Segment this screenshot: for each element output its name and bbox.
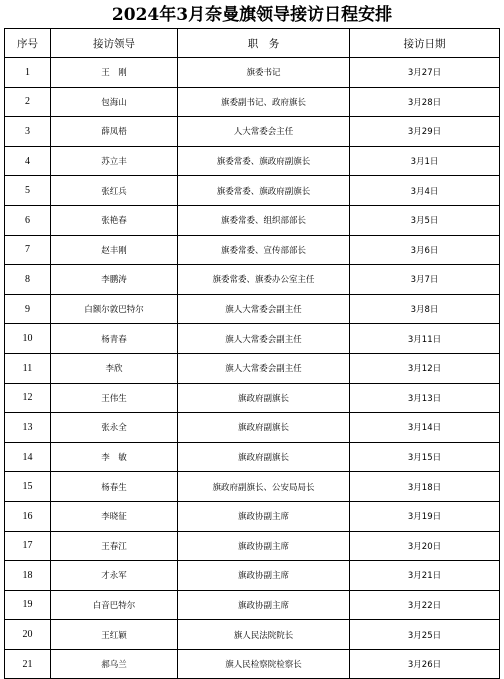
- visit-date: 3月1日: [350, 146, 500, 176]
- table-header-row: [5, 29, 500, 58]
- table-body: [5, 58, 500, 679]
- row-index: 10: [5, 324, 51, 354]
- leader-name: 杨春生: [51, 472, 178, 502]
- visit-date: 3月25日: [350, 620, 500, 650]
- leader-name: 王春江: [51, 531, 178, 561]
- row-index: 7: [5, 235, 51, 265]
- table-row: [5, 117, 500, 147]
- position: 人大常委会主任: [178, 117, 350, 147]
- row-index: 21: [5, 649, 51, 679]
- position: 旗人大常委会副主任: [178, 294, 350, 324]
- table-row: [5, 324, 500, 354]
- visit-date: 3月8日: [350, 294, 500, 324]
- leader-name: 包海山: [51, 87, 178, 117]
- table-row: [5, 353, 500, 383]
- row-index: 3: [5, 117, 51, 147]
- leader-name: 张永全: [51, 413, 178, 443]
- row-index: 8: [5, 265, 51, 295]
- leader-name: 李 敏: [51, 442, 178, 472]
- visit-date: 3月4日: [350, 176, 500, 206]
- leader-name: 白音巴特尔: [51, 590, 178, 620]
- leader-name: 张艳春: [51, 205, 178, 235]
- table-row: [5, 531, 500, 561]
- table-row: [5, 561, 500, 591]
- position: 旗人民法院院长: [178, 620, 350, 650]
- visit-date: 3月7日: [350, 265, 500, 295]
- row-index: 9: [5, 294, 51, 324]
- row-index: 2: [5, 87, 51, 117]
- header-date: 接访日期: [350, 29, 500, 58]
- position: 旗人民检察院检察长: [178, 649, 350, 679]
- visit-date: 3月6日: [350, 235, 500, 265]
- leader-name: 郝乌兰: [51, 649, 178, 679]
- row-index: 4: [5, 146, 51, 176]
- table-row: [5, 294, 500, 324]
- leader-name: 白额尔敦巴特尔: [51, 294, 178, 324]
- leader-name: 赵丰刚: [51, 235, 178, 265]
- row-index: 5: [5, 176, 51, 206]
- visit-date: 3月19日: [350, 501, 500, 531]
- table-row: [5, 58, 500, 88]
- position: 旗委常委、旗政府副旗长: [178, 146, 350, 176]
- position: 旗委常委、组织部部长: [178, 205, 350, 235]
- row-index: 1: [5, 58, 51, 88]
- table-row: [5, 472, 500, 502]
- row-index: 14: [5, 442, 51, 472]
- visit-date: 3月5日: [350, 205, 500, 235]
- row-index: 15: [5, 472, 51, 502]
- position: 旗政协副主席: [178, 501, 350, 531]
- table-row: [5, 501, 500, 531]
- leader-name: 苏立丰: [51, 146, 178, 176]
- page-title: 2024年3月奈曼旗领导接访日程安排: [111, 5, 393, 25]
- position: 旗政协副主席: [178, 561, 350, 591]
- leader-name: 王 刚: [51, 58, 178, 88]
- visit-date: 3月11日: [350, 324, 500, 354]
- position: 旗委副书记、政府旗长: [178, 87, 350, 117]
- row-index: 18: [5, 561, 51, 591]
- table-row: [5, 442, 500, 472]
- visit-date: 3月28日: [350, 87, 500, 117]
- leader-name: 李晓征: [51, 501, 178, 531]
- position: 旗政协副主席: [178, 531, 350, 561]
- table-row: [5, 146, 500, 176]
- table-row: [5, 413, 500, 443]
- row-index: 16: [5, 501, 51, 531]
- leader-name: 王伟生: [51, 383, 178, 413]
- position: 旗政府副旗长: [178, 442, 350, 472]
- position: 旗人大常委会副主任: [178, 353, 350, 383]
- table-row: [5, 235, 500, 265]
- visit-date: 3月27日: [350, 58, 500, 88]
- visit-date: 3月22日: [350, 590, 500, 620]
- position: 旗政府副旗长: [178, 383, 350, 413]
- row-index: 19: [5, 590, 51, 620]
- table-row: [5, 590, 500, 620]
- visit-date: 3月15日: [350, 442, 500, 472]
- position: 旗政府副旗长: [178, 413, 350, 443]
- visit-date: 3月12日: [350, 353, 500, 383]
- row-index: 13: [5, 413, 51, 443]
- row-index: 6: [5, 205, 51, 235]
- visit-date: 3月18日: [350, 472, 500, 502]
- row-index: 17: [5, 531, 51, 561]
- visit-date: 3月13日: [350, 383, 500, 413]
- row-index: 11: [5, 353, 51, 383]
- visit-date: 3月14日: [350, 413, 500, 443]
- leader-name: 张红兵: [51, 176, 178, 206]
- header-leader: 接访领导: [51, 29, 178, 58]
- table-row: [5, 265, 500, 295]
- leader-name: 薛凤梧: [51, 117, 178, 147]
- leader-name: 才永军: [51, 561, 178, 591]
- position: 旗委书记: [178, 58, 350, 88]
- visit-date: 3月29日: [350, 117, 500, 147]
- table-row: [5, 649, 500, 679]
- visit-date: 3月20日: [350, 531, 500, 561]
- leader-name: 李欣: [51, 353, 178, 383]
- position: 旗政协副主席: [178, 590, 350, 620]
- table-row: [5, 620, 500, 650]
- position: 旗委常委、旗委办公室主任: [178, 265, 350, 295]
- position: 旗政府副旗长、公安局局长: [178, 472, 350, 502]
- visit-date: 3月21日: [350, 561, 500, 591]
- table-row: [5, 205, 500, 235]
- schedule-table: [4, 28, 500, 679]
- table-row: [5, 383, 500, 413]
- table-row: [5, 176, 500, 206]
- position: 旗委常委、宣传部部长: [178, 235, 350, 265]
- header-position: 职 务: [178, 29, 350, 58]
- leader-name: 杨青春: [51, 324, 178, 354]
- position: 旗委常委、旗政府副旗长: [178, 176, 350, 206]
- row-index: 12: [5, 383, 51, 413]
- position: 旗人大常委会副主任: [178, 324, 350, 354]
- row-index: 20: [5, 620, 51, 650]
- leader-name: 李鹏涛: [51, 265, 178, 295]
- leader-name: 王红颖: [51, 620, 178, 650]
- table-row: [5, 87, 500, 117]
- visit-date: 3月26日: [350, 649, 500, 679]
- header-index: 序号: [5, 29, 51, 58]
